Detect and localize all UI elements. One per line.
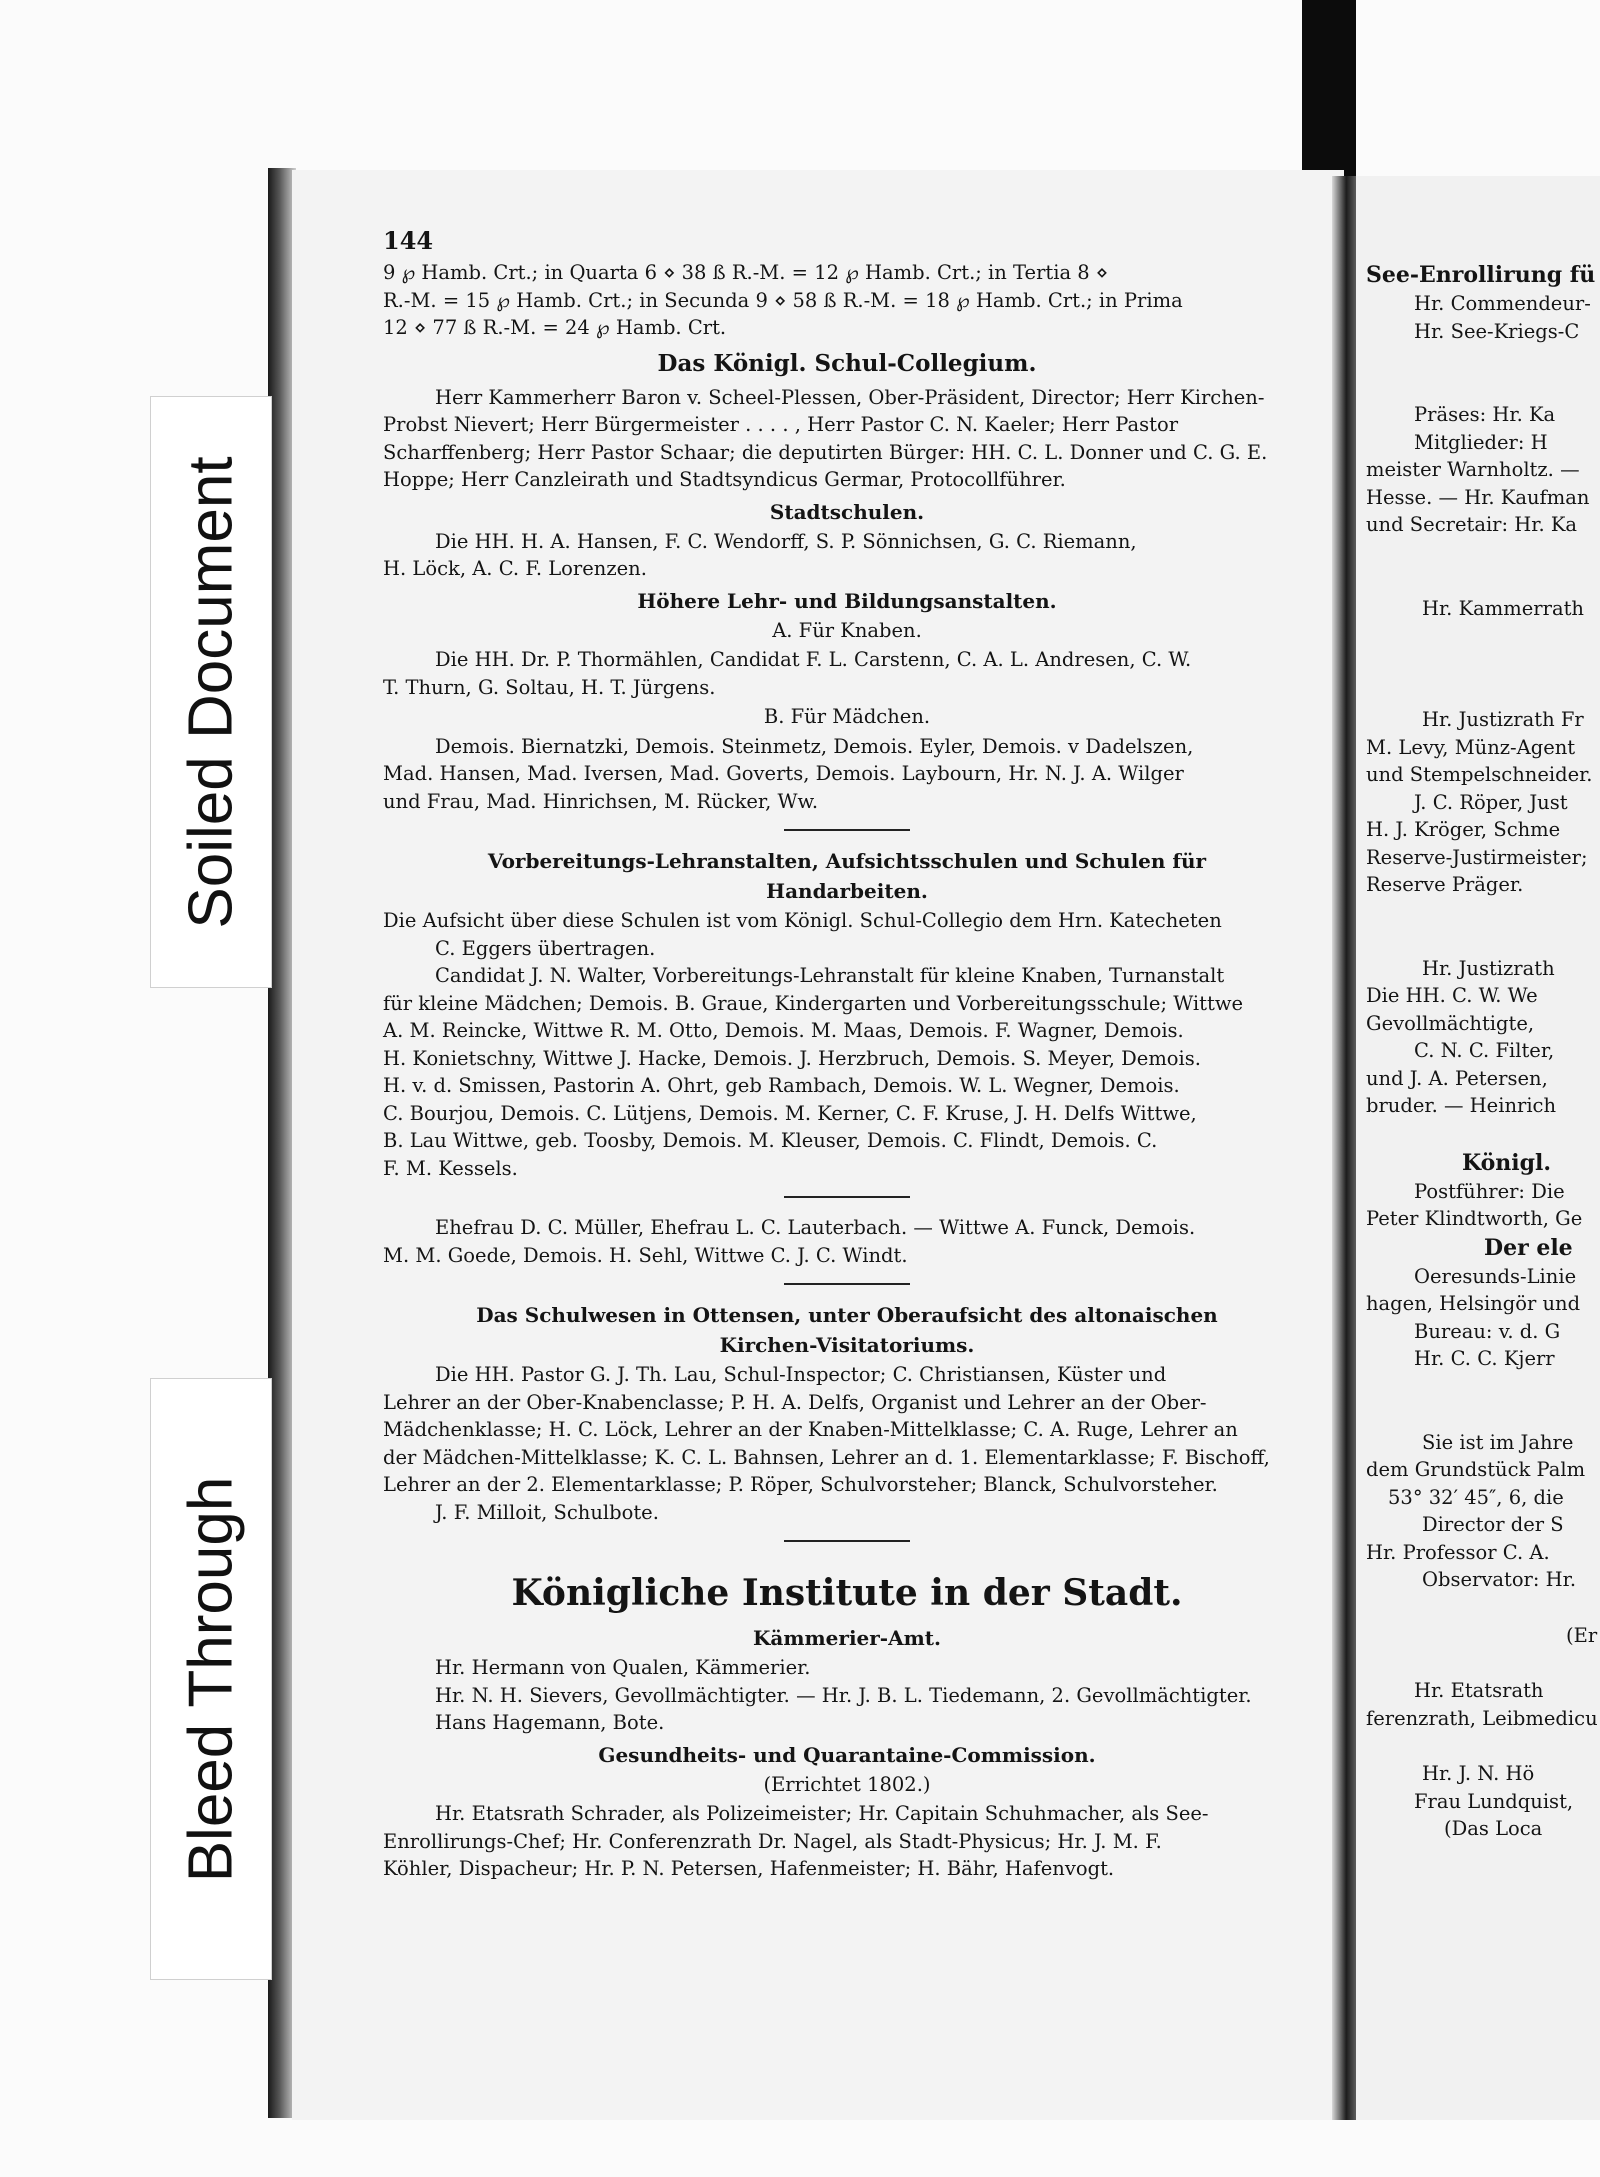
text-line: C. Eggers übertragen. bbox=[435, 936, 656, 960]
spacer bbox=[1366, 1649, 1600, 1677]
right-text-line: Hr. Justizrath bbox=[1422, 956, 1555, 980]
spacer bbox=[1366, 1732, 1600, 1760]
text-line: H. Löck, A. C. F. Lorenzen. bbox=[383, 557, 647, 580]
label-soiled-document bbox=[150, 396, 272, 988]
right-text-line: bruder. — Heinrich bbox=[1366, 1094, 1557, 1117]
text-line: und Frau, Mad. Hinrichsen, M. Rücker, Ww. bbox=[383, 789, 819, 813]
text-line: M. M. Goede, Demois. H. Sehl, Wittwe C. J. C. Windt. bbox=[383, 1243, 908, 1267]
right-text-line: M. Levy, Münz-Agent bbox=[1366, 735, 1576, 759]
text-line: Hans Hagemann, Bote. bbox=[435, 1711, 665, 1734]
section-divider bbox=[784, 1283, 910, 1285]
text-line: Ehefrau D. C. Müller, Ehefrau L. C. Lauterbach. — Wittwe A. Funck, Demois. bbox=[435, 1216, 1196, 1239]
bookmark-ribbon bbox=[1302, 0, 1356, 190]
section-heading-gesundheit: Gesundheits- und Quarantaine-Commission. bbox=[598, 1742, 1096, 1767]
right-text-line: Hr. J. N. Hö bbox=[1422, 1762, 1535, 1785]
right-text-line: H. J. Kröger, Schme bbox=[1366, 818, 1561, 841]
text-line: Lehrer an der Ober-Knabenclasse; P. H. A. Delfs, Organist und Lehrer an der Ober- bbox=[383, 1390, 1207, 1414]
section-heading-hoehere-anstalten: Höhere Lehr- und Bildungsanstalten. bbox=[637, 588, 1057, 613]
section-heading-ottensen: Das Schulwesen in Ottensen, unter Oberaufsicht des altonaischen bbox=[476, 1303, 1218, 1327]
section-heading-schul-collegium: Das Königl. Schul-Collegium. bbox=[657, 349, 1037, 377]
subheading-fuer-knaben: A. Für Knaben. bbox=[772, 618, 922, 642]
text-line: 9 ℘ Hamb. Crt.; in Quarta 6 ⋄ 38 ß R.-M. = 12 ℘ Hamb. Crt.; in Tertia 8 ⋄ bbox=[383, 261, 1109, 284]
text-line: Mädchenklasse; H. C. Löck, Lehrer an der Knaben-Mittelklasse; C. A. Ruge, Lehrer an bbox=[383, 1418, 1238, 1441]
spacer bbox=[1366, 539, 1600, 595]
label-bleed-through-text: Bleed Through bbox=[176, 1476, 246, 1882]
right-text-line: ferenzrath, Leibmedicu bbox=[1366, 1706, 1598, 1730]
right-text-line: hagen, Helsingör und bbox=[1366, 1292, 1581, 1315]
right-text-line: Hr. Professor C. A. bbox=[1366, 1540, 1550, 1564]
text-line: Scharffenberg; Herr Pastor Schaar; die deputirten Bürger: HH. C. L. Donner und C. G. E. bbox=[383, 440, 1268, 464]
section-divider bbox=[784, 1540, 910, 1542]
right-text-line: Reserve-Justirmeister; bbox=[1366, 845, 1588, 869]
text-line: H. v. d. Smissen, Pastorin A. Ohrt, geb Rambach, Demois. W. L. Wegner, Demois. bbox=[383, 1074, 1180, 1097]
text-line: Die HH. Dr. P. Thormählen, Candidat F. L. Carstenn, C. A. L. Andresen, C. W. bbox=[435, 648, 1192, 671]
text-line: Candidat J. N. Walter, Vorbereitungs-Lehranstalt für kleine Knaben, Turnanstalt bbox=[435, 964, 1225, 987]
text-line: Die HH. H. A. Hansen, F. C. Wendorff, S. P. Sönnichsen, G. C. Riemann, bbox=[435, 529, 1137, 553]
section-heading-stadtschulen: Stadtschulen. bbox=[769, 499, 925, 524]
right-text-line: dem Grundstück Palm bbox=[1366, 1458, 1586, 1481]
text-line: H. Konietschny, Wittwe J. Hacke, Demois. J. Herzbruch, Demois. S. Meyer, Demois. bbox=[383, 1046, 1201, 1070]
right-text-line: Frau Lundquist, bbox=[1414, 1789, 1574, 1813]
spacer bbox=[1366, 1373, 1600, 1429]
right-text-line: und Stempelschneider. bbox=[1366, 763, 1593, 786]
label-soiled-document-text: Soiled Document bbox=[176, 455, 246, 929]
label-bleed-through bbox=[150, 1378, 272, 1980]
section-heading-kaemmerei: Kämmerier-Amt. bbox=[753, 1626, 941, 1650]
text-line: F. M. Kessels. bbox=[383, 1156, 518, 1180]
section-heading-handarbeiten: Handarbeiten. bbox=[766, 879, 928, 903]
spacer bbox=[1366, 1594, 1600, 1622]
text-line: A. M. Reincke, Wittwe R. M. Otto, Demois. M. Maas, Demois. F. Wagner, Demois. bbox=[383, 1019, 1184, 1042]
right-text-line: Sie ist im Jahre bbox=[1422, 1430, 1574, 1454]
text-line: Hr. N. H. Sievers, Gevollmächtigter. — Hr. J. B. L. Tiedemann, 2. Gevollmächtigter. bbox=[435, 1683, 1252, 1707]
text-line: Hr. Hermann von Qualen, Kämmerier. bbox=[435, 1656, 811, 1679]
text-line: Herr Kammerherr Baron v. Scheel-Plessen, Ober-Präsident, Director; Herr Kirchen- bbox=[435, 385, 1265, 409]
text-line: B. Lau Wittwe, geb. Toosby, Demois. M. Kleuser, Demois. C. Flindt, Demois. C. bbox=[383, 1129, 1158, 1152]
text-line: Demois. Biernatzki, Demois. Steinmetz, Demois. Eyler, Demois. v Dadelszen, bbox=[435, 734, 1194, 758]
spacer bbox=[1366, 1120, 1600, 1148]
right-text-line: Die HH. C. W. We bbox=[1366, 984, 1538, 1007]
right-text-line: Hr. Kammerrath bbox=[1422, 596, 1584, 620]
right-text-line: Hr. C. C. Kjerr bbox=[1414, 1347, 1555, 1370]
right-text-line: Hr. Etatsrath bbox=[1414, 1679, 1544, 1702]
right-text-line: Observator: Hr. bbox=[1422, 1568, 1577, 1591]
right-text-line: Postführer: Die bbox=[1414, 1179, 1565, 1203]
right-text-line: Director der S bbox=[1422, 1513, 1564, 1536]
right-text-line: Reserve Präger. bbox=[1366, 873, 1524, 896]
right-text-line: Hr. Commendeur- bbox=[1414, 292, 1591, 315]
right-text-line: und Secretair: Hr. Ka bbox=[1366, 513, 1578, 536]
section-divider bbox=[784, 1196, 910, 1198]
left-page-text bbox=[383, 226, 1311, 1883]
right-text-line: (Er bbox=[1566, 1623, 1598, 1647]
right-text-line: und J. A. Petersen, bbox=[1366, 1066, 1548, 1090]
subheading-fuer-maedchen: B. Für Mädchen. bbox=[763, 705, 931, 728]
right-text-line: Hr. See-Kriegs-C bbox=[1414, 319, 1580, 343]
section-divider bbox=[784, 829, 910, 831]
right-text-line: Hesse. — Hr. Kaufman bbox=[1366, 485, 1590, 509]
text-line: Hr. Etatsrath Schrader, als Polizeimeister; Hr. Capitain Schuhmacher, als See- bbox=[435, 1802, 1209, 1825]
right-text-line: Präses: Hr. Ka bbox=[1414, 403, 1556, 426]
right-text-line: 53° 32′ 45″, 6, die bbox=[1388, 1485, 1564, 1509]
text-line: Hoppe; Herr Canzleirath und Stadtsyndicus Germar, Protocollführer. bbox=[383, 468, 1066, 491]
book-gutter bbox=[1332, 176, 1358, 2120]
text-line: Probst Nievert; Herr Bürgermeister . . . . , Herr Pastor C. N. Kaeler; Herr Pastor bbox=[383, 413, 1179, 436]
right-text-line: (Das Loca bbox=[1444, 1817, 1543, 1840]
subheading-errichtet: (Errichtet 1802.) bbox=[763, 1772, 931, 1796]
spacer bbox=[1366, 345, 1600, 401]
right-text-line: See-Enrollirung fü bbox=[1366, 262, 1596, 288]
right-text-line: Bureau: v. d. G bbox=[1414, 1319, 1561, 1343]
text-line: J. F. Milloit, Schulbote. bbox=[435, 1500, 659, 1524]
right-page-text bbox=[1366, 260, 1600, 1843]
right-text-line: Oeresunds-Linie bbox=[1414, 1264, 1577, 1288]
right-text-line: Königl. bbox=[1462, 1149, 1552, 1176]
right-text-line: C. N. C. Filter, bbox=[1414, 1039, 1555, 1062]
text-line: Köhler, Dispacheur; Hr. P. N. Petersen, Hafenmeister; H. Bähr, Hafenvogt. bbox=[383, 1857, 1115, 1880]
right-text-line: Gevollmächtigte, bbox=[1366, 1011, 1535, 1035]
section-heading-vorbereitung: Vorbereitungs-Lehranstalten, Aufsichtsschulen und Schulen für bbox=[487, 849, 1207, 873]
right-text-line: Hr. Justizrath Fr bbox=[1422, 708, 1584, 731]
text-line: T. Thurn, G. Soltau, H. T. Jürgens. bbox=[383, 675, 716, 699]
text-line: für kleine Mädchen; Demois. B. Graue, Kindergarten und Vorbereitungsschule; Wittwe bbox=[383, 991, 1244, 1015]
right-text-line: meister Warnholtz. — bbox=[1366, 458, 1580, 481]
text-line: Lehrer an der 2. Elementarklasse; P. Röper, Schulvorsteher; Blanck, Schulvorsteher. bbox=[383, 1473, 1218, 1496]
text-line: Die HH. Pastor G. J. Th. Lau, Schul-Inspector; C. Christiansen, Küster und bbox=[435, 1363, 1167, 1386]
text-line: Mad. Hansen, Mad. Iversen, Mad. Goverts, Demois. Laybourn, Hr. N. J. A. Wilger bbox=[383, 762, 1184, 785]
text-line: Die Aufsicht über diese Schulen ist vom Königl. Schul-Collegio dem Hrn. Katecheten bbox=[383, 909, 1222, 932]
section-heading-visitatorium: Kirchen-Visitatoriums. bbox=[719, 1333, 975, 1357]
section-heading-institute: Königliche Institute in der Stadt. bbox=[511, 1572, 1183, 1614]
right-text-line: Der ele bbox=[1484, 1234, 1573, 1261]
text-line: der Mädchen-Mittelklasse; K. C. L. Bahnsen, Lehrer an d. 1. Elementarklasse; F. Bischoff, bbox=[383, 1445, 1270, 1469]
spacer bbox=[1366, 899, 1600, 955]
text-line: R.-M. = 15 ℘ Hamb. Crt.; in Secunda 9 ⋄ 58 ß R.-M. = 18 ℘ Hamb. Crt.; in Prima bbox=[383, 288, 1183, 312]
right-text-line: J. C. Röper, Just bbox=[1414, 790, 1568, 814]
page-number: 144 bbox=[383, 226, 434, 255]
text-line: 12 ⋄ 77 ß R.-M. = 24 ℘ Hamb. Crt. bbox=[383, 316, 727, 339]
text-line: Enrollirungs-Chef; Hr. Conferenzrath Dr. Nagel, als Stadt-Physicus; Hr. J. M. F. bbox=[383, 1829, 1162, 1853]
right-text-line: Peter Klindtworth, Ge bbox=[1366, 1207, 1583, 1230]
text-line: C. Bourjou, Demois. C. Lütjens, Demois. M. Kerner, C. F. Kruse, J. H. Delfs Wittwe, bbox=[383, 1101, 1197, 1125]
spacer bbox=[1366, 622, 1600, 678]
right-text-line: Mitglieder: H bbox=[1414, 430, 1548, 454]
spacer bbox=[1366, 678, 1600, 706]
